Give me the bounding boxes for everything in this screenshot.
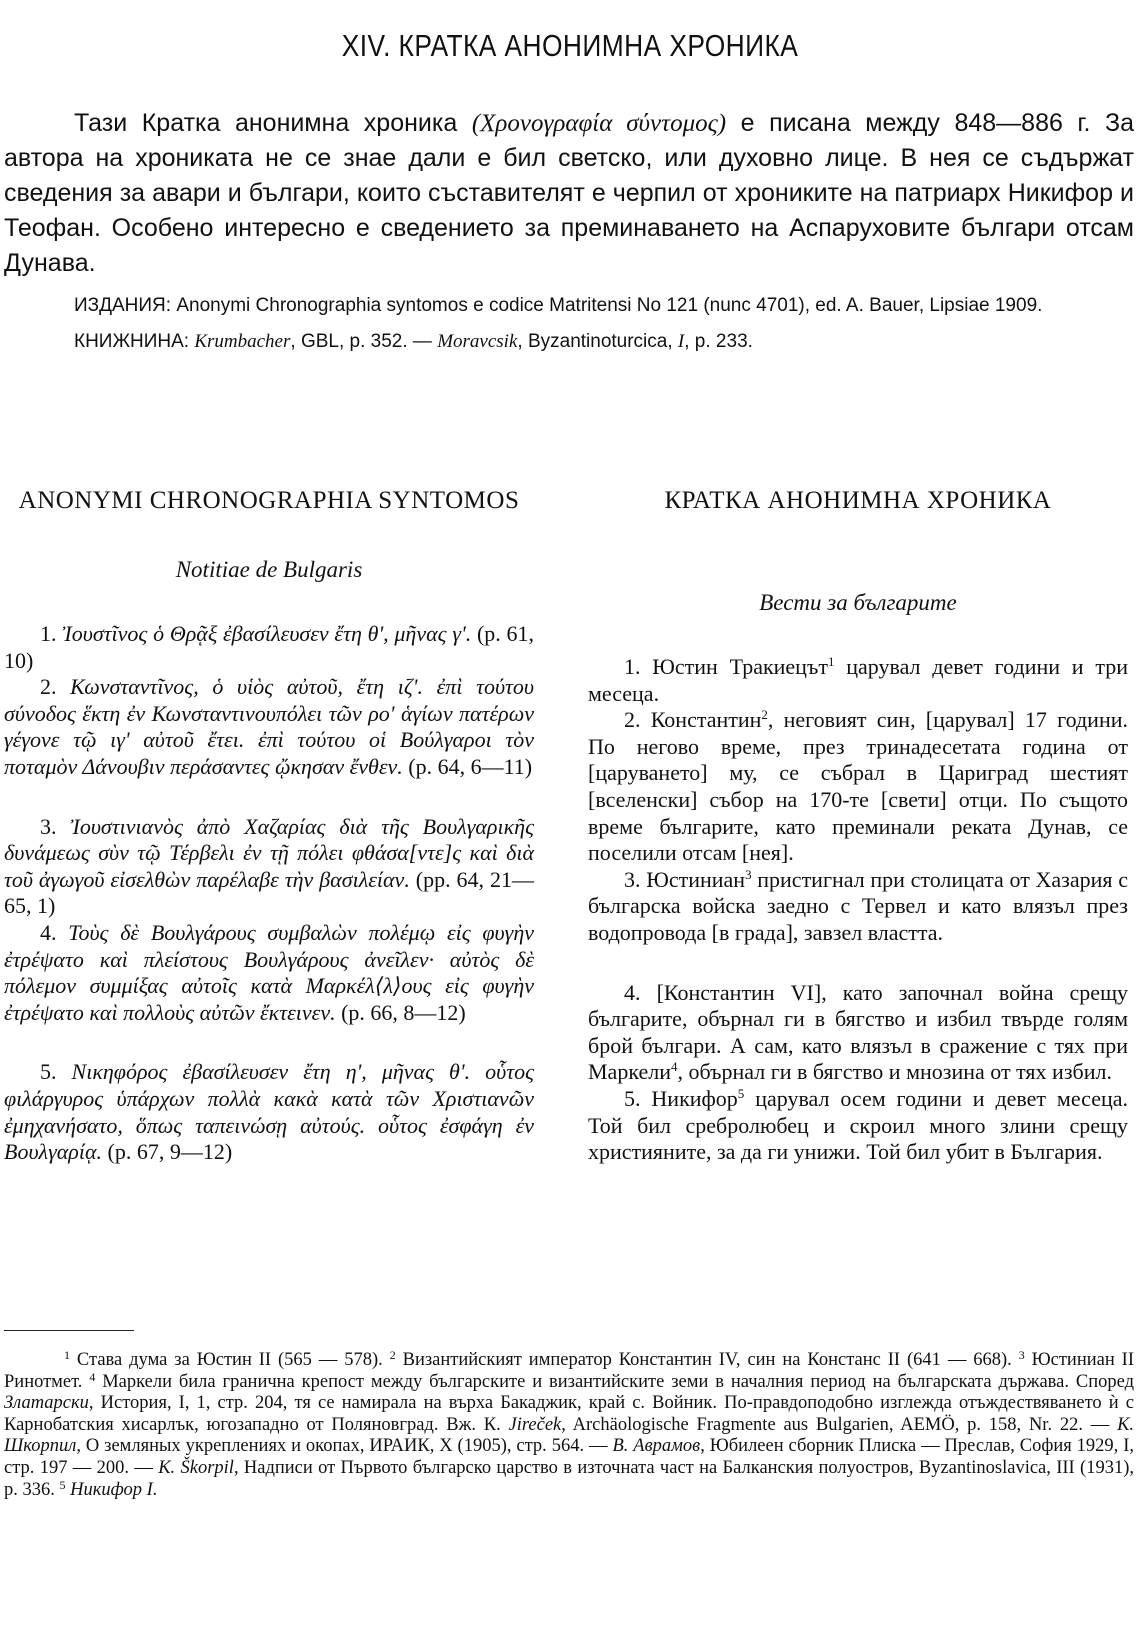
bulgarian-text xyxy=(588,654,1128,1166)
literature: КНИЖНИНА: Krumbacher, GBL, p. 352. — Moravcsik, Byzantinoturcica, I, p. 233. xyxy=(74,331,753,352)
greek-item-1: 1. Ἰουστῖνος ὁ Θρᾷξ ἐβασίλευσεν ἔτη θ', μῆνας γ'. (p. 61, 10) xyxy=(4,621,535,673)
footnote-ref[interactable]: 1 xyxy=(827,654,835,669)
bulgarian-column xyxy=(588,484,1128,1166)
footnote-text: $^1$ Става дума за Юстин II (565 — 578). $^2$ Византийският император Константин IV, син на Констанс II (641 — 668). $^3$ Юстиниан II Ринотмет. $^4$ Маркели била гранична крепост между българските и византийските земи в началния период на българската държава. Според Златарски, История, I, 1, стр. 204, тя се намирала на върха Бакаджик, край с. Войник. По-правдоподобно изглежда отъждествяването ѝ с Карнобатския хисарлък, югозападно от Поляновград. Вж. К. Jireček, Archäologische Fragmente aus Bulgarien, AEMÖ, p. 158, Nr. 22. — К. Шкорпил, О земляных укрепленияx и окопах, ИРАИК, X (1905), стр. 564. — В. Аврамов, Юбилеен сборник Плиска — Преслав, София 1929, I, стр. 197 — 200. — K. Škorpil, Надписи от Първото българско царство в източната част на Балканския полуостров, Byzantinoslavica, III (1931), p. 336. $^5$ Никифор I. xyxy=(4,1348,1134,1500)
greek-title: (Χρονογραφία σύντομος) xyxy=(471,110,727,137)
greek-item-3: 3. Ἰουστινιανὸς ἀπὸ Χαζαρίας διὰ τῆς Βουλγαρικῆς δυνάμεως σὺν τῷ Τέρβελι ἐν τῇ πόλει φθάσα[ντε]ς καὶ διὰ τοῦ ἀγωγοῦ εἰσελθὼν παρέλαβε τὴν βασιλείαν. (pp. 64, 21—65, 1) xyxy=(4,813,535,919)
footnote-ref[interactable]: 3 xyxy=(745,866,752,882)
introduction xyxy=(4,106,1134,281)
bulgarian-item-4: 4. [Константин VI], като започнал война срещу българите, обърнал ги в бягство и избил твърде голям брой българи. А сам, като влязъл в сражение с тях при Маркели$^4$, обърнал ги в бягство и мнозина от тях избил. xyxy=(588,979,1129,1085)
greek-item-2: 2. Κωνσταντῖνος, ὁ υἱὸς αὐτοῦ, ἔτη ιζ'. ἐπὶ τούτου σύνοδος ἕκτη ἐν Κωνσταντινουπόλει τῶν ρο' ἁγίων πατέρων γέγονε τῷ ιγ' αὐτοῦ ἔτει. ἐπὶ τούτου οἱ Βούλγαροι τὸν ποταμὸν Δάνουβιν περάσαντες ᾤκησαν ἔνθεν. (p. 64, 6—11) xyxy=(4,674,535,779)
greek-column-heading: ANONYMI CHRONOGRAPHIA SYNTOMOS xyxy=(18,487,520,514)
editions-label: ИЗДАНИЯ: xyxy=(74,295,177,316)
greek-column xyxy=(4,484,534,1166)
bulgarian-item-3: 3. Юстиниан$^3$ пристигнал при столицата от Хазария с българска войска заедно с Тервел и като влязъл през водопровода [в града], завзел властта. xyxy=(588,866,1128,945)
literature-label: КНИЖНИНА: xyxy=(74,331,195,352)
greek-text xyxy=(4,621,534,1166)
footnote-ref[interactable]: 4 xyxy=(670,1059,678,1075)
bulgarian-column-heading: КРАТКА АНОНИМНА ХРОНИКА xyxy=(664,487,1052,514)
footnote-ref[interactable]: 2 xyxy=(761,707,768,723)
chapter-title: XIV. КРАТКА АНОНИМНА ХРОНИКА xyxy=(341,28,799,63)
intro-paragraph: Тази Кратка анонимна хроника (Χρονογραφία σύντομος) е писана между 848—886 г. За автора на хрониката не се знае дали е бил светско, или духовно лице. В нея се съдържат сведения за авари и българи, които съставителят е черпил от хрониките на патриарх Никифор и Теофан. Особено интересно е сведението за преминаването на Аспаруховите българи отсам Дунава. xyxy=(4,109,1134,277)
footnote-divider xyxy=(4,1330,134,1331)
footnote-ref[interactable]: 5 xyxy=(737,1085,745,1101)
bulgarian-column-subheading: Вести за българите xyxy=(759,590,957,615)
greek-item-4: 4. Τοὺς δὲ Βουλγάρους συμβαλὼν πολέμῳ εἰς φυγὴν ἐτρέψατο καὶ πλείστους Βουλγάρους ἀνεῖλεν· αὐτὸς δὲ πόλεμον συμμίξας αὐτοῖς κατὰ Μαρκέλ⟨λ⟩ους εἰς φυγὴν ἐτρέψατο καὶ πολλοὺς αὐτῶν ἔκτεινεν. (p. 66, 8—12) xyxy=(4,919,534,1025)
bulgarian-item-5: 5. Никифор$^5$ царувал осем години и девет месеца. Той бил сребролюбец и скроил много злини срещу християните, за да ги унижи. Той бил убит в България. xyxy=(588,1085,1128,1165)
editions: ИЗДАНИЯ: Anonymi Chronographia syntomos e codice Matritensi No 121 (nunc 4701), ed. A. Bauer, Lipsiae 1909. xyxy=(74,295,1043,316)
footnotes xyxy=(4,1350,1134,1501)
bulgarian-item-1: 1. Юстин Тракиецът$^1$ царувал девет години и три месеца. xyxy=(588,654,1128,706)
greek-item-5: 5. Νικηφόρος ἐβασίλευσεν ἔτη η', μῆνας θ'. οὗτος φιλάργυρος ὑπάρχων πολλὰ κακὰ κατὰ τῶν Χριστιανῶν ἐμηχανήσατο, ὅπως ταπεινώσῃ αὐτούς. οὗτος ἐσφάγη ἐν Βουλγαρίᾳ. (p. 67, 9—12) xyxy=(4,1059,534,1165)
bibliography xyxy=(4,292,1132,364)
greek-column-subheading: Notitiae de Bulgaris xyxy=(175,557,363,582)
bulgarian-item-2: 2. Константин$^2$, неговият син, [царувал] 17 години. По негово време, през тринадесетата година от [царуването] му, се събрал в Цариград шестият [вселенски] събор на 170-те [свети] отци. По същото време българите, като преминали реката Дунав, се поселили отсам [нея]. xyxy=(588,707,1128,866)
